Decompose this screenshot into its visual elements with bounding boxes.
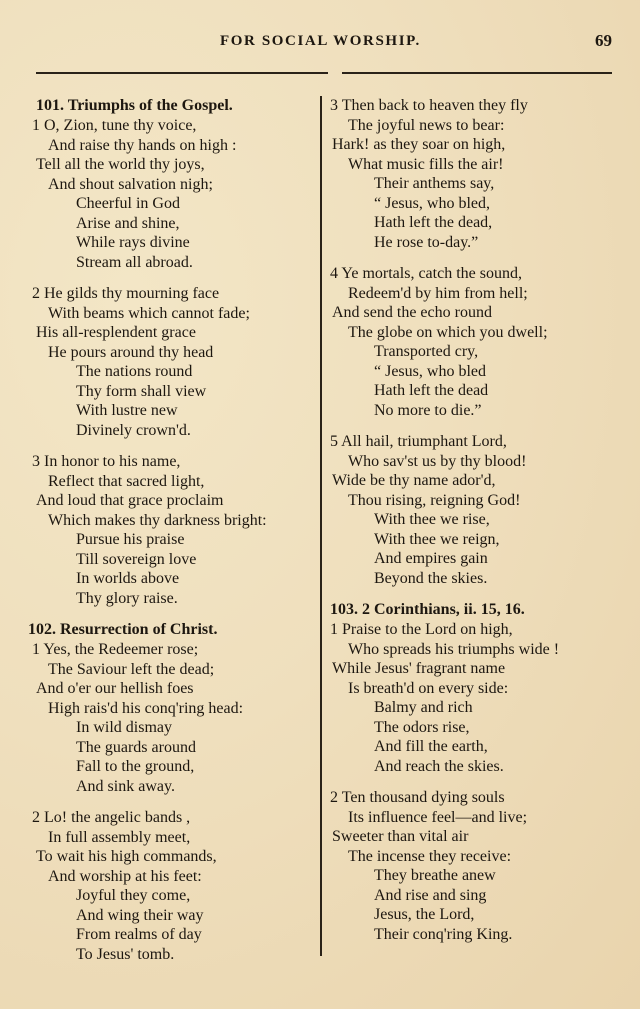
- stanza: [0, 640, 318, 796]
- verse-line: 1 O, Zion, tune thy voice,: [32, 117, 197, 134]
- verse-line: The globe on which you dwell;: [348, 323, 548, 341]
- verse-line: Pursue his praise: [76, 531, 185, 548]
- verse-line: “ Jesus, who bled: [374, 362, 486, 380]
- stanza: [0, 116, 318, 272]
- verse-line: The Saviour left the dead;: [48, 660, 215, 678]
- verse-line: The incense they receive:: [348, 847, 512, 865]
- verse-line: Which makes thy darkness bright:: [48, 511, 267, 529]
- verse-line: 5 All hail, triumphant Lord,: [330, 433, 507, 450]
- verse-line: While Jesus' fragrant name: [332, 660, 506, 677]
- verse-line: 2 He gilds thy mourning face: [32, 285, 220, 302]
- running-head: [0, 33, 640, 57]
- verse-line: Divinely crown'd.: [76, 421, 191, 439]
- stanza: [0, 452, 318, 608]
- verse-line: From realms of day: [76, 926, 202, 943]
- verse-line: And sink away.: [76, 777, 175, 795]
- verse-line: Their anthems say,: [374, 175, 495, 192]
- verse-line: He rose to-day.”: [374, 233, 479, 251]
- verse-line: And empires gain: [374, 550, 488, 567]
- verse-line: 2 Lo! the angelic bands ,: [32, 809, 191, 826]
- verse-line: Tell all the world thy joys,: [36, 156, 205, 173]
- verse-line: The guards around: [76, 738, 196, 756]
- verse-line: Their conq'ring King.: [374, 925, 513, 943]
- verse-line: In worlds above: [76, 570, 180, 587]
- verse-line: 3 Then back to heaven they fly: [330, 97, 528, 114]
- verse-line: Transported cry,: [374, 343, 479, 360]
- verse-line: Jesus, the Lord,: [374, 906, 475, 923]
- verse-line: Who spreads his triumphs wide !: [348, 640, 560, 658]
- hymn-title: 101. Triumphs of the Gospel.: [36, 97, 233, 114]
- verse-line: And wing their way: [76, 906, 204, 924]
- verse-line: And loud that grace proclaim: [36, 492, 224, 509]
- right-column: [322, 96, 640, 956]
- verse-line: 1 Yes, the Redeemer rose;: [32, 641, 199, 658]
- stanza: [322, 264, 640, 420]
- verse-line: Hath left the dead: [374, 382, 489, 399]
- verse-line: Fall to the ground,: [76, 758, 195, 775]
- verse-line: And worship at his feet:: [48, 867, 202, 885]
- verse-line: With beams which cannot fade;: [48, 304, 250, 322]
- running-title: FOR SOCIAL WORSHIP.: [220, 33, 421, 49]
- verse-line: And raise thy hands on high :: [48, 136, 237, 154]
- verse-line: With lustre new: [76, 402, 178, 419]
- verse-line: Till sovereign love: [76, 550, 197, 568]
- verse-line: Reflect that sacred light,: [48, 472, 205, 490]
- verse-line: Its influence feel—and live;: [348, 808, 528, 826]
- verse-line: Beyond the skies.: [374, 569, 488, 587]
- stanza: [322, 620, 640, 776]
- verse-line: Hark! as they soar on high,: [332, 136, 506, 153]
- verse-line: Who sav'st us by thy blood!: [348, 452, 527, 470]
- stanza: [322, 96, 640, 252]
- verse-line: Wide be thy name ador'd,: [332, 472, 496, 489]
- verse-line: No more to die.”: [374, 401, 482, 419]
- verse-line: To Jesus' tomb.: [76, 945, 175, 963]
- verse-line: And rise and sing: [374, 886, 487, 904]
- verse-line: And o'er our hellish foes: [36, 680, 194, 697]
- verse-line: He pours around thy head: [48, 343, 214, 361]
- page-number: 69: [595, 31, 612, 50]
- verse-line: And shout salvation nigh;: [48, 175, 213, 193]
- verse-line: Joyful they come,: [76, 887, 191, 904]
- verse-line: Thy glory raise.: [76, 589, 178, 607]
- verse-line: Hath left the dead,: [374, 214, 493, 231]
- verse-line: Sweeter than vital air: [332, 828, 469, 845]
- hymn-title: 103. 2 Corinthians, ii. 15, 16.: [330, 601, 525, 618]
- verse-line: Arise and shine,: [76, 214, 180, 232]
- verse-line: What music fills the air!: [348, 155, 504, 173]
- verse-line: To wait his high commands,: [36, 848, 217, 865]
- header-rule-left: [36, 72, 328, 74]
- verse-line: The odors rise,: [374, 718, 470, 736]
- verse-line: And reach the skies.: [374, 757, 504, 775]
- verse-line: High rais'd his conq'ring head:: [48, 699, 244, 717]
- verse-line: “ Jesus, who bled,: [374, 194, 490, 212]
- hymn: [0, 620, 318, 964]
- hymn: [0, 96, 318, 608]
- stanza: [0, 284, 318, 440]
- stanza: [322, 788, 640, 944]
- verse-line: 1 Praise to the Lord on high,: [330, 621, 513, 638]
- stanza: [322, 432, 640, 588]
- verse-line: With thee we rise,: [374, 511, 490, 528]
- stanza: [0, 808, 318, 964]
- verse-line: Redeem'd by him from hell;: [348, 284, 528, 302]
- verse-line: Thou rising, reigning God!: [348, 491, 521, 509]
- verse-line: While rays divine: [76, 234, 190, 251]
- left-column: [0, 96, 318, 976]
- hymn-title: 102. Resurrection of Christ.: [28, 621, 218, 638]
- verse-line: 4 Ye mortals, catch the sound,: [330, 265, 522, 282]
- verse-line: 3 In honor to his name,: [32, 453, 181, 470]
- verse-line: In wild dismay: [76, 719, 172, 736]
- hymn: [322, 600, 640, 944]
- header-rule-right: [342, 72, 612, 74]
- verse-line: Stream all abroad.: [76, 253, 193, 271]
- verse-line: Is breath'd on every side:: [348, 679, 509, 697]
- verse-line: With thee we reign,: [374, 530, 500, 548]
- verse-line: In full assembly meet,: [48, 828, 191, 846]
- hymn: [322, 96, 640, 588]
- verse-line: The nations round: [76, 363, 193, 380]
- verse-line: And fill the earth,: [374, 738, 488, 755]
- verse-line: They breathe anew: [374, 867, 496, 884]
- verse-line: The joyful news to bear:: [348, 116, 505, 134]
- verse-line: 2 Ten thousand dying souls: [330, 789, 505, 806]
- verse-line: And send the echo round: [332, 304, 492, 321]
- verse-line: Thy form shall view: [76, 382, 207, 400]
- verse-line: His all-resplendent grace: [36, 324, 196, 341]
- verse-line: Cheerful in God: [76, 195, 180, 212]
- verse-line: Balmy and rich: [374, 699, 473, 716]
